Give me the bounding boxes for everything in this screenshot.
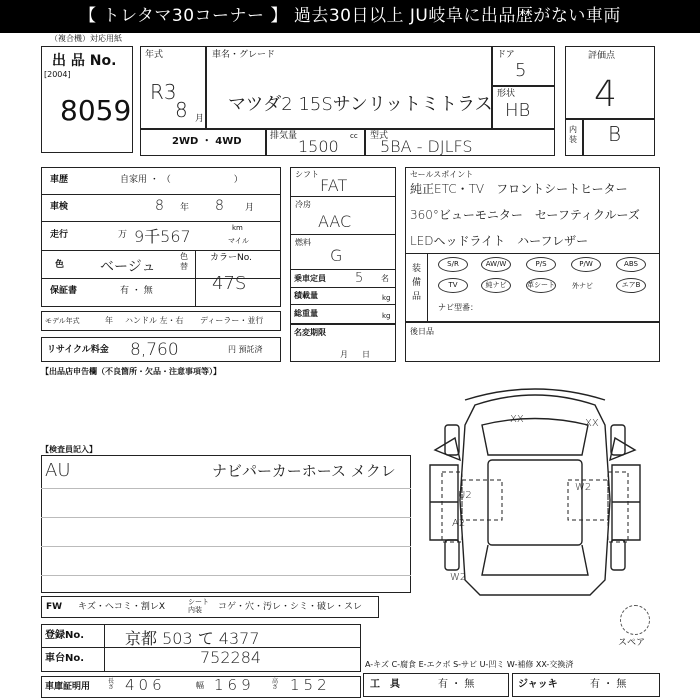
color-code: 47S [212,273,247,294]
weight-label: 総重量 [294,309,318,318]
recycle-label: リサイクル料金 [47,345,109,355]
certificate-width-label: 幅 [196,681,204,690]
inspection-label: 車検 [50,202,69,212]
certificate-height-label: 高さ [272,678,279,691]
fw-label: FW [46,602,63,612]
fw-text-1: キズ・ヘコミ・割レX [78,602,165,612]
equip-pw: P/W [571,257,601,272]
equip-ps: P/S [526,257,556,272]
score-value: 4 [594,74,617,115]
certificate-width: 169 [214,676,255,694]
car-mark-front-right: XX [585,418,599,429]
score-label: 評価点 [588,51,616,61]
mileage-man-unit: 万 [118,230,128,240]
capacity-value: 5 [355,271,364,286]
displacement-value: 1500 [298,137,339,156]
equip-ext-navi: 外ナビ [572,282,593,290]
lot-label: 出 品 No. [52,53,117,69]
equip-navi: 純ナビ [481,278,511,293]
name-change-label: 名変期限 [294,328,326,337]
interior-value: B [608,122,622,146]
model-code-value: 5BA - DJLFS [380,137,473,156]
capacity-label: 乗車定員 [294,274,326,283]
body-type-value: HB [505,100,531,121]
tools-value: 有 ・ 無 [438,679,475,690]
warranty-value: 有 ・ 無 [120,286,153,296]
history-label: 車歴 [50,175,69,185]
aircon-value: AAC [318,212,352,231]
certificate-length: 406 [125,676,166,694]
tools-label: 工具 [370,679,410,690]
weight-unit: kg [382,312,391,320]
year-era: R3 [150,80,177,104]
body-type-label: 形状 [497,89,516,99]
recycle-unit: 円 預託済 [228,345,263,354]
name-change-unit: 月日 [340,350,384,359]
jack-value: 有 ・ 無 [590,679,627,690]
mileage-unit-km: km [232,224,243,232]
equip-tv: TV [438,278,468,293]
fw-text-2: コゲ・穴・汚レ・シミ・破レ・スレ [218,602,363,612]
color-value: ベージュ [100,259,156,275]
banner-title: 【 トレタマ30コーナー 】 過去30日以上 JU岐阜に出品歴がない車両 [0,0,700,33]
color-label: 色 [55,260,65,270]
equip-leather: 革シート [526,278,556,293]
capacity-unit: 名 [381,274,389,283]
model-year-unit: 年 [105,316,113,325]
lot-stamp: [2004] [44,70,71,79]
spare-tire-icon [620,605,650,635]
model-year-label: モデル年式 [45,317,80,325]
car-mark-left-2: A2 [452,518,466,529]
shift-value: FAT [320,176,348,195]
inspector-note-1: AU [45,460,71,481]
sales-point-line-2: 360°ビューモニター セーフティクルーズ [410,208,640,222]
registration-value: 京都 503 て 4377 [125,629,260,648]
handle-label: ハンドル 左・右 [125,316,184,325]
equip-abs: ABS [616,257,646,272]
jack-label: ジャッキ [518,679,558,690]
equip-aww: AW/W [481,257,511,272]
aircon-label: 冷房 [295,200,311,209]
sales-point-line-1: 純正ETC・TV フロントシートヒーター [410,182,628,196]
car-mark-front: XX [510,414,524,425]
certificate-label: 車庫証明用 [45,682,91,692]
year-label: 年式 [145,50,164,60]
certificate-height: 152 [290,676,331,694]
doors-value: 5 [515,60,527,81]
inspection-month-unit: 月 [245,203,255,213]
car-mark-left-1: U2 [458,490,472,501]
year-month: 8 [175,98,188,122]
model-code-label: 型式 [370,131,389,141]
mileage-label: 走行 [50,230,69,240]
inspection-year-unit: 年 [180,203,190,213]
equip-sr: S/R [438,257,468,272]
color-code-label: カラーNo. [210,253,252,263]
fw-seat: シート内装 [188,598,209,614]
equip-airbag: エアB [616,278,646,293]
dealer-label: ディーラー・並行 [200,316,264,325]
top-note: （複合機）対応用紙 [50,34,122,43]
equipment-label: 装備品 [412,264,422,302]
history-value: 自家用 ・ （ ） [120,175,243,185]
year-month-unit: 月 [195,114,205,124]
interior-label: 内装 [569,125,577,144]
doors-label: ドア [497,50,515,60]
inspection-month: 8 [215,198,224,214]
fuel-label: 燃料 [295,238,311,247]
chassis-label: 車台No. [45,653,85,664]
mileage-unit-mile: マイル [228,237,249,245]
car-diagram [410,380,660,615]
dealer-report-label: 【出品店申告欄（不良箇所・欠品・注意事項等）】 [41,367,221,376]
load-unit: kg [382,294,391,302]
spare-label: スペア [618,638,646,648]
recycle-value: 8,760 [130,340,179,360]
car-mark-right-mid: W2 [575,482,592,493]
sales-point-label: セールスポイント [410,170,474,179]
sales-point-line-3: LEDヘッドライト ハーフレザー [410,234,589,248]
shift-label: シフト [295,170,319,179]
chassis-value: 752284 [200,648,262,667]
fuel-value: G [330,246,343,265]
car-mark-rear-left: W2 [450,572,467,583]
load-label: 積載量 [294,291,318,300]
warranty-label: 保証書 [50,286,78,296]
model-value: マツダ2 15Sサンリットミトラス [228,94,493,115]
memo-label: 後日品 [410,327,434,336]
memo-box [405,322,660,362]
inspector-note-2: ナビパーカーホース メクレ [212,462,396,480]
navi-model-label: ナビ型番： [438,303,478,312]
displacement-label: 排気量 [270,131,298,141]
displacement-unit: cc [350,132,358,140]
color-change-label: 色替 [180,252,188,271]
certificate-length-label: 長さ [108,678,115,691]
inspector-label: 【検査員記入】 [41,445,97,454]
legend: A-キズ C-腐食 E-エクボ S-サビ U-凹ミ W-補修 XX-交換済 [365,660,574,669]
lot-number: 8059 [60,94,132,127]
drive-label: 2WD ・ 4WD [172,136,242,147]
mileage-value: 9千567 [134,227,191,246]
model-label: 車名・グレード [212,50,276,60]
registration-label: 登録No. [45,630,85,641]
inspection-year: 8 [155,198,164,214]
